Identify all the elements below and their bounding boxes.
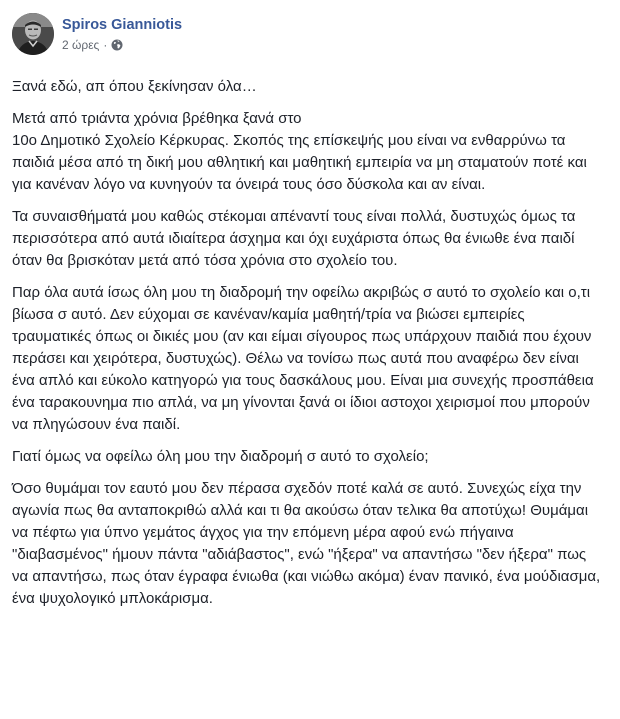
post-paragraph: Ξανά εδώ, απ όπου ξεκίνησαν όλα… [12,78,257,95]
post-paragraph: Παρ όλα αυτά ίσως όλη μου τη διαδρομή την οφείλω ακριβώς σ αυτό το σχολείο και ο,τι βίωσα σ αυτό. Δεν εύχομαι σε κανέναν/καμία μαθητή/τρία να βιώσει εμπειρίες τραυματικές όπως οι δικιές μου (αν και είμαι σίγουρος πως υπάρχουν παιδιά που έχουν περάσει και χειρότερα, δυστυχώς). Θέλω να τονίσω πως αυτά που αναφέρω δεν είναι ένα απλό και εύκολο κατηγορώ για τους δασκάλους μου. Είναι μια συνεχής προσπάθεια ένα ταρακουνημα πιο απλά, να μη γίνονται ξανά οι ίδιοι αστοχοι χειρισμοί που μπορούν να πληγώσουν ένα παιδί. [12,284,594,433]
post-body [12,76,602,610]
meta-separator: · [103,38,108,52]
profile-photo-icon[interactable] [12,13,54,55]
globe-icon[interactable] [111,39,123,51]
post-header [12,12,608,64]
header-text [62,12,182,53]
post-paragraph: Μετά από τριάντα χρόνια βρέθηκα ξανά στο 10ο Δημοτικό Σχολείο Κέρκυρας. Σκοπός της επίσκεψής μου είναι να ενθαρρύνω τα παιδιά μέσα από τη δική μου αθλητική και μαθητική εμπειρία να μη σταματούν ποτέ και για κανέναν λόγο να κυνηγούν τα όνειρά τους όσο δύσκολα και αν είναι. [12,110,587,193]
timestamp-link[interactable]: 2 ώρες [62,38,100,52]
post-meta [62,37,182,53]
author-name-link[interactable]: Spiros Gianniotis [62,17,183,33]
post-paragraph: Γιατί όμως να οφείλω όλη μου την διαδρομή σ αυτό το σχολείο; [12,448,429,465]
post-paragraph: Όσο θυμάμαι τον εαυτό μου δεν πέρασα σχεδόν ποτέ καλά σε αυτό. Συνεχώς είχα την αγωνία πως θα ανταποκριθώ αλλά και τι θα ακούσω όταν τελικα θα αποτύχω! Θυμάμαι να πέφτω για ύπνο γεμάτος άγχος για την επόμενη μέρα αφού ενώ πήγαινα "διαβασμένος" ήμουν πάντα "αδιάβαστος", ενώ "ήξερα" να απαντήσω "δεν ήξερα" πως να απαντήσω, πως όταν έγραφα ένιωθα (και νιώθω ακόμα) έναν πανικό, ένα μούδιασμα, ένα ψυχολογικό μπλοκάρισμα. [12,480,601,607]
post-paragraph: Τα συναισθήματά μου καθώς στέκομαι απέναντί τους είναι πολλά, δυστυχώς όμως τα περισσότερα από αυτά ιδιαίτερα άσχημα και όχι ευχάριστα όπως θα ένιωθε ένα παιδί όταν θα βρισκόταν μετά από τόσα χρόνια στο σχολείο του. [12,208,576,269]
